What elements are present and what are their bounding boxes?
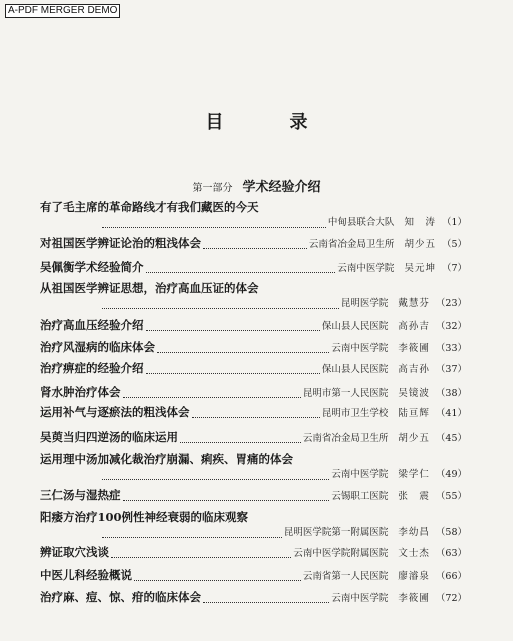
toc-entry[interactable] [40, 260, 467, 276]
entry-title: 吴萸当归四逆汤的临床运用 [40, 430, 178, 444]
entry-title: 辨证取穴浅谈 [40, 545, 109, 559]
leader-dots [102, 528, 282, 538]
toc-entry[interactable] [40, 361, 467, 377]
part-label: 第一部分 [192, 183, 233, 194]
entry-page: （5） [441, 239, 467, 250]
leader-dots [146, 321, 320, 331]
entry-author: 张 震 [398, 491, 430, 502]
entry-institution: 云南省第一人民医院 [302, 571, 389, 582]
leader-dots [203, 239, 307, 249]
entry-page: （72） [435, 593, 467, 604]
leader-dots [102, 299, 339, 309]
toc-entry[interactable] [40, 488, 467, 504]
entry-page: （7） [441, 263, 467, 274]
entry-author: 高孙吉 [398, 321, 430, 332]
entry-page: （38） [435, 388, 467, 399]
entry-page: （63） [435, 548, 467, 559]
entry-page: （23） [435, 298, 467, 309]
entry-page: （32） [435, 321, 467, 332]
entry-author: 陆亘辉 [398, 408, 430, 419]
entry-institution: 云南中医学院 [331, 469, 389, 480]
entry-institution: 昆明市卫生学校 [321, 408, 389, 419]
entry-title: 肾水肿治疗体会 [40, 385, 121, 399]
entry-page: （41） [435, 408, 467, 419]
entry-page: （58） [435, 527, 467, 538]
toc-entry[interactable] [40, 200, 467, 230]
entry-page: （55） [435, 491, 467, 502]
entry-author: 吴镜波 [398, 388, 430, 399]
part-heading [0, 176, 513, 195]
entry-title: 中医儿科经验概说 [40, 568, 132, 582]
entry-author: 戴慧芬 [398, 298, 430, 309]
entry-title: 吴佩衡学术经验简介 [40, 260, 144, 274]
entry-page: （66） [435, 571, 467, 582]
entry-institution: 云锡职工医院 [331, 491, 389, 502]
entry-title: 对祖国医学辨证论治的粗浅体会 [40, 236, 201, 250]
entry-title: 治疗痹症的经验介绍 [40, 361, 144, 375]
entry-author: 高吉孙 [398, 364, 430, 375]
toc-entry[interactable] [40, 452, 467, 482]
entry-page: （1） [441, 217, 467, 228]
entry-author: 李筱圃 [398, 343, 430, 354]
entry-institution: 云南省冶金局卫生所 [302, 433, 389, 444]
entry-institution: 云南中医学院 [337, 263, 395, 274]
entry-title: 治疗高血压经验介绍 [40, 318, 144, 332]
toc-entry[interactable] [40, 385, 467, 401]
entry-title: 阳痿方治疗100例性神经衰弱的临床观察 [40, 510, 249, 524]
entry-institution: 昆明医学院第一附属医院 [283, 527, 389, 538]
entry-title: 运用理中汤加减化裁治疗崩漏、痢疾、胃痛的体会 [40, 452, 293, 466]
leader-dots [157, 343, 329, 353]
entry-institution: 保山县人民医院 [321, 364, 389, 375]
toc-entry[interactable] [40, 340, 467, 356]
entry-institution: 保山县人民医院 [321, 321, 389, 332]
toc-entry[interactable] [40, 545, 467, 561]
entry-title: 从祖国医学辨证思想，治疗高血压证的体会 [40, 281, 259, 295]
toc-entry[interactable] [40, 281, 467, 311]
leader-dots [123, 491, 330, 501]
entry-author: 文士杰 [398, 548, 430, 559]
entry-page: （45） [435, 433, 467, 444]
entry-institution: 昆明医学院 [340, 298, 389, 309]
leader-dots [146, 263, 336, 273]
leader-dots [192, 408, 320, 418]
entry-author: 李筱圃 [398, 593, 430, 604]
entry-author: 李幼昌 [398, 527, 430, 538]
entry-institution: 云南中医学院附属医院 [293, 548, 389, 559]
entry-author: 吴元坤 [404, 263, 436, 274]
leader-dots [102, 218, 326, 228]
leader-dots [111, 548, 291, 558]
part-name: 学术经验介绍 [242, 180, 321, 195]
toc-entry[interactable] [40, 318, 467, 334]
leader-dots [123, 388, 301, 398]
entry-title: 治疗麻、痘、惊、疳的临床体会 [40, 590, 201, 604]
entry-institution: 昆明市第一人民医院 [302, 388, 389, 399]
leader-dots [146, 364, 320, 374]
toc-entry[interactable] [40, 430, 467, 446]
leader-dots [203, 593, 329, 603]
toc-entry[interactable] [40, 405, 467, 421]
toc-entry[interactable] [40, 590, 467, 606]
leader-dots [102, 470, 329, 480]
entry-institution: 中甸县联合大队 [327, 217, 395, 228]
toc-entry[interactable] [40, 568, 467, 584]
entry-title: 有了毛主席的革命路线才有我们藏医的今天 [40, 200, 259, 214]
entry-page: （33） [435, 343, 467, 354]
entry-author: 梁学仁 [398, 469, 430, 480]
entry-institution: 云南中医学院 [331, 343, 389, 354]
entry-institution: 云南中医学院 [331, 593, 389, 604]
entry-title: 三仁汤与湿热症 [40, 488, 121, 502]
entry-author: 廖濬泉 [398, 571, 430, 582]
toc-entry[interactable] [40, 510, 467, 540]
entry-author: 知 涛 [404, 217, 436, 228]
leader-dots [134, 571, 301, 581]
watermark: A-PDF MERGER DEMO [5, 4, 120, 18]
entry-title: 治疗风湿病的临床体会 [40, 340, 155, 354]
page-title: 目 录 [205, 112, 332, 133]
leader-dots [180, 433, 301, 443]
entry-page: （37） [435, 364, 467, 375]
entry-title: 运用补气与逐瘀法的粗浅体会 [40, 405, 190, 419]
entry-page: （49） [435, 469, 467, 480]
entry-author: 胡少五 [398, 433, 430, 444]
entry-institution: 云南省冶金局卫生所 [308, 239, 395, 250]
entry-author: 胡少五 [404, 239, 436, 250]
toc-entry[interactable] [40, 236, 467, 252]
